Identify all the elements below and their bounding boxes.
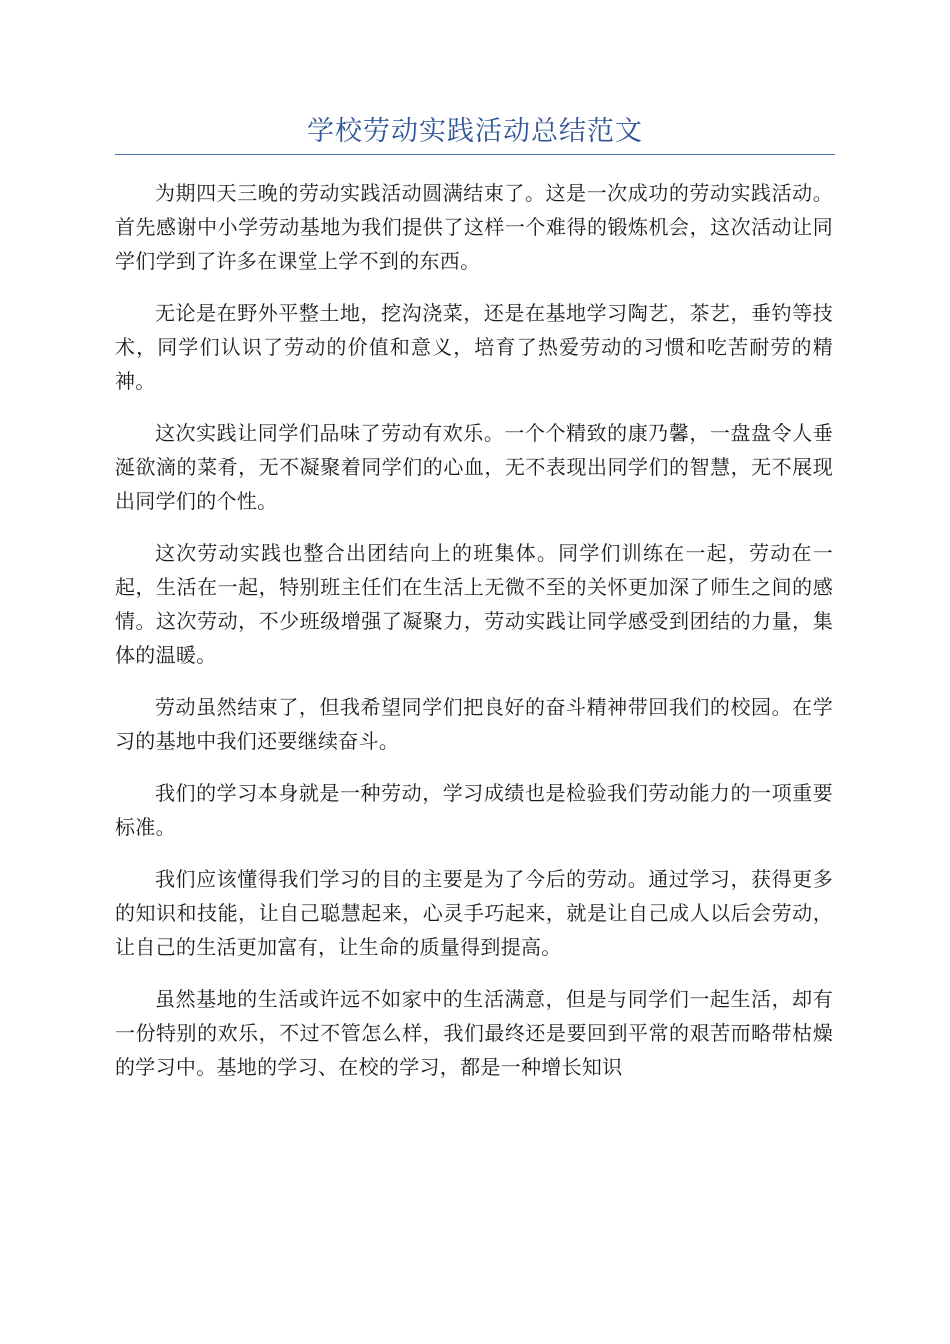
document-body bbox=[115, 176, 833, 1102]
paragraph: 无论是在野外平整土地，挖沟浇菜，还是在基地学习陶艺，茶艺，垂钓等技术，同学们认识了劳动的价值和意义，培育了热爱劳动的习惯和吃苦耐劳的精神。 bbox=[115, 301, 833, 393]
paragraph: 我们应该懂得我们学习的目的主要是为了今后的劳动。通过学习，获得更多的知识和技能，让自己聪慧起来，心灵手巧起来，就是让自己成人以后会劳动，让自己的生活更加富有，让生命的质量得到提高。 bbox=[115, 867, 833, 959]
paragraph: 为期四天三晚的劳动实践活动圆满结束了。这是一次成功的劳动实践活动。首先感谢中小学劳动基地为我们提供了这样一个难得的锻炼机会，这次活动让同学们学到了许多在课堂上学不到的东西。 bbox=[115, 181, 833, 273]
document-title: 学校劳动实践活动总结范文 bbox=[307, 116, 643, 147]
paragraph: 这次劳动实践也整合出团结向上的班集体。同学们训练在一起，劳动在一起，生活在一起，特别班主任们在生活上无微不至的关怀更加深了师生之间的感情。这次劳动，不少班级增强了凝聚力，劳动实践让同学感受到团结的力量，集体的温暖。 bbox=[115, 541, 833, 667]
title-underline bbox=[115, 154, 835, 155]
paragraph: 这次实践让同学们品味了劳动有欢乐。一个个精致的康乃馨，一盘盘令人垂涎欲滴的菜肴，无不凝聚着同学们的心血，无不表现出同学们的智慧，无不展现出同学们的个性。 bbox=[115, 421, 833, 513]
paragraph: 虽然基地的生活或许远不如家中的生活满意，但是与同学们一起生活，却有一份特别的欢乐，不过不管怎么样，我们最终还是要回到平常的艰苦而略带枯燥的学习中。基地的学习、在校的学习，都是一种增长知识 bbox=[115, 987, 833, 1079]
paragraph: 我们的学习本身就是一种劳动，学习成绩也是检验我们劳动能力的一项重要标准。 bbox=[115, 781, 833, 839]
paragraph: 劳动虽然结束了，但我希望同学们把良好的奋斗精神带回我们的校园。在学习的基地中我们还要继续奋斗。 bbox=[115, 695, 833, 753]
